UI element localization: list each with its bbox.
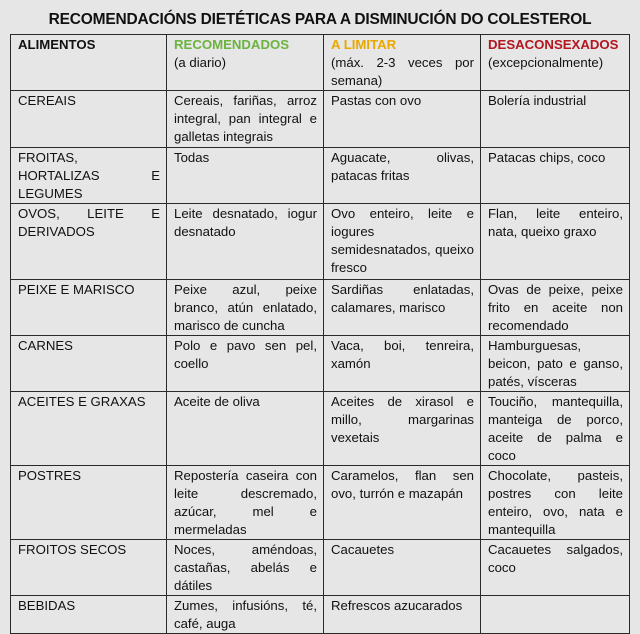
cell-alimento: FROITOS SECOS — [11, 540, 167, 596]
table-row — [11, 392, 630, 466]
cell-recomendados: Aceite de oliva — [167, 392, 324, 466]
cell-alimento: OVOS, LEITE E DERIVADOS — [11, 204, 167, 280]
cell-recomendados: Cereais, fariñas, arroz integral, pan integral e galletas integrais — [167, 91, 324, 148]
cell-recomendados: Leite desnatado, iogur desnatado — [167, 204, 324, 280]
cell-alimento: CEREAIS — [11, 91, 167, 148]
cell-a-limitar: Aceites de xirasol e millo, margarinas vexetais — [324, 392, 481, 466]
diet-recommendations-table — [10, 34, 630, 634]
header-desaconsexados-label: DESACONSEXADOS — [488, 37, 619, 52]
table-row — [11, 91, 630, 148]
cell-alimento: ACEITES E GRAXAS — [11, 392, 167, 466]
cell-a-limitar: Ovo enteiro, leite e iogures semidesnatados, queixo fresco — [324, 204, 481, 280]
cell-recomendados: Repostería caseira con leite descremado, azúcar, mel e mermeladas — [167, 466, 324, 540]
cell-alimento: FROITAS, HORTALIZAS E LEGUMES — [11, 148, 167, 204]
cell-recomendados: Zumes, infusións, té, café, auga — [167, 596, 324, 634]
table-row — [11, 148, 630, 204]
cell-desaconsexados: Hamburguesas, beicon, pato e ganso, patés, vísceras — [481, 336, 630, 392]
table-row — [11, 596, 630, 634]
cell-a-limitar: Sardiñas enlatadas, calamares, marisco — [324, 280, 481, 336]
header-recomendados-note: (a diario) — [174, 55, 227, 70]
header-alimentos — [11, 35, 167, 91]
header-recomendados — [167, 35, 324, 91]
cell-a-limitar: Vaca, boi, tenreira, xamón — [324, 336, 481, 392]
cell-desaconsexados: Chocolate, pasteis, postres con leite enteiro, ovo, nata e mantequilla — [481, 466, 630, 540]
cell-recomendados: Peixe azul, peixe branco, atún enlatado, marisco de cuncha — [167, 280, 324, 336]
cell-alimento: BEBIDAS — [11, 596, 167, 634]
table-row — [11, 336, 630, 392]
page-title: RECOMENDACIÓNS DIETÉTICAS PARA A DISMINUCIÓN DO COLESTEROL — [48, 11, 592, 28]
table-row — [11, 280, 630, 336]
header-desaconsexados — [481, 35, 630, 91]
cell-desaconsexados: Patacas chips, coco — [481, 148, 630, 204]
cell-desaconsexados: Bolería industrial — [481, 91, 630, 148]
header-recomendados-label: RECOMENDADOS — [174, 37, 290, 52]
cell-desaconsexados — [481, 596, 630, 634]
cell-alimento: POSTRES — [11, 466, 167, 540]
table-header-row — [11, 35, 630, 91]
cell-alimento: PEIXE E MARISCO — [11, 280, 167, 336]
cell-a-limitar: Aguacate, olivas, patacas fritas — [324, 148, 481, 204]
header-a-limitar-note: (máx. 2-3 veces por semana) — [331, 55, 474, 88]
cell-recomendados: Todas — [167, 148, 324, 204]
header-a-limitar-label: A LIMITAR — [331, 37, 397, 52]
cell-desaconsexados: Ovas de peixe, peixe frito en aceite non recomendado — [481, 280, 630, 336]
cell-recomendados: Polo e pavo sen pel, coello — [167, 336, 324, 392]
cell-desaconsexados: Flan, leite enteiro, nata, queixo graxo — [481, 204, 630, 280]
header-alimentos-label: ALIMENTOS — [18, 37, 96, 52]
cell-a-limitar: Pastas con ovo — [324, 91, 481, 148]
cell-desaconsexados: Cacauetes salgados, coco — [481, 540, 630, 596]
cell-a-limitar: Caramelos, flan sen ovo, turrón e mazapán — [324, 466, 481, 540]
cell-desaconsexados: Touciño, mantequilla, manteiga de porco, aceite de palma e coco — [481, 392, 630, 466]
cell-a-limitar: Cacauetes — [324, 540, 481, 596]
cell-recomendados: Noces, améndoas, castañas, abelás e dátiles — [167, 540, 324, 596]
header-a-limitar — [324, 35, 481, 91]
cell-a-limitar: Refrescos azucarados — [324, 596, 481, 634]
table-row — [11, 466, 630, 540]
table-row — [11, 204, 630, 280]
header-desaconsexados-note: (excepcionalmente) — [488, 55, 604, 70]
cell-alimento: CARNES — [11, 336, 167, 392]
table-row — [11, 540, 630, 596]
